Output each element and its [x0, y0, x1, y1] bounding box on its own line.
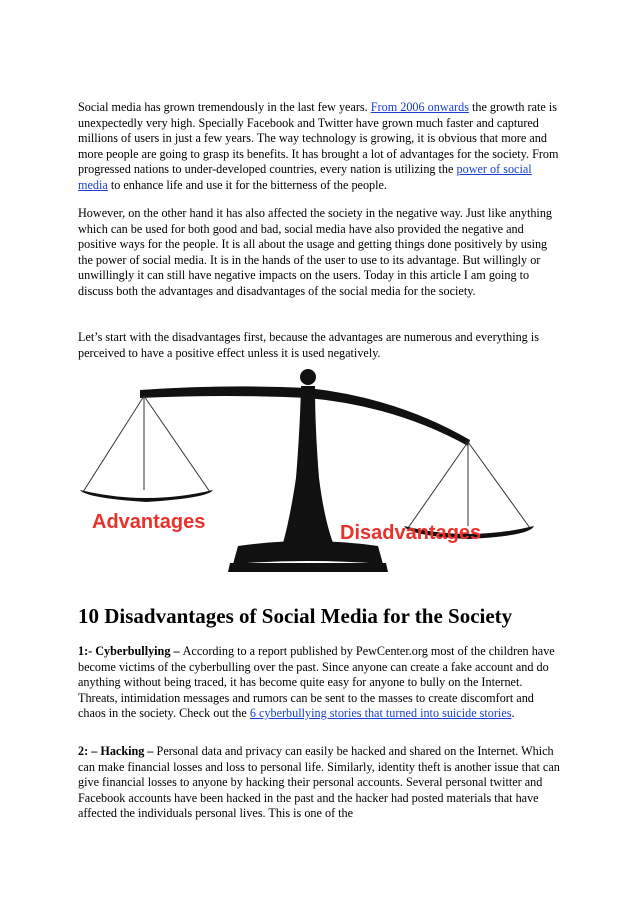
- balance-scale-illustration: [78, 368, 562, 580]
- cyberbullying-stories-link[interactable]: 6 cyberbullying stories that turned into suicide stories: [249, 706, 512, 720]
- disadvantage-item-cyberbullying: [78, 644, 562, 722]
- intro-paragraph: [78, 100, 562, 193]
- from-2006-onwards-link[interactable]: From 2006 onwards: [370, 100, 469, 114]
- disadvantages-intro-paragraph: Let’s start with the disadvantages first, because the advantages are numerous and everything is perceived to have a positive effect unless it is used negatively.: [78, 330, 539, 360]
- scale-base-foot: [228, 563, 388, 572]
- item-text: Personal data and privacy can easily be hacked and shared on the Internet. Which can make financial losses and loss to personal life. Similarly, identity theft is another issue that can give financial losses to anyone by hacking their personal accounts. Several personal twitter and Facebook accounts have been hacked in the past and the hacker had posted materials that have affected the individuals personal lives. This is one of the: [78, 744, 560, 820]
- right-string-1: [408, 442, 468, 528]
- left-string-1: [83, 396, 144, 492]
- disadvantages-label: Disadvantages: [340, 522, 482, 544]
- item-dash: –: [170, 644, 183, 658]
- negative-effects-paragraph: However, on the other hand it has also affected the society in the negative way. Just like anything which can be used for both good and bad, social media have also provided the negative and positive ways for the people. It is all about the usage and getting things done positively by using the power of social media. It is in the hands of the user to use to its advantage. But willingly or unwillingly it can still have negative impacts on the users. Today in this article I am going to discuss both the advantages and disadvantages of the social media for the society.: [78, 206, 553, 298]
- section-heading: 10 Disadvantages of Social Media for the Society: [78, 604, 513, 628]
- disadvantage-item-hacking: [78, 744, 562, 822]
- item-label: 1:- Cyberbullying: [78, 644, 171, 658]
- item-text: According to a report published by PewCenter.org most of the children have become victims of the cyberbulling over the past. Since anyone can create a fake account and do anything without being traced, it has become quite easy for anyone to bully on the Internet. Threats, intimidation messages and rumors can be sent to the masses to create discomfort and chaos in the society. Check out the: [78, 644, 555, 720]
- item-dash: –: [144, 744, 157, 758]
- left-string-2: [144, 396, 210, 492]
- left-pan: [80, 490, 213, 502]
- intro-text-1: Social media has grown tremendously in the last few years.: [78, 100, 371, 114]
- scale-base-top: [233, 541, 383, 564]
- power-of-social-media-link[interactable]: power of social media: [78, 162, 532, 192]
- intro-text-2: the growth rate is unexpectedly very high. Specially Facebook and Twitter have grown much faster and captured millions of users in just a few years. The way technology is growing, it is obvious that more and more people are going to grasp its benefits. It has brought a lot of advantages for the society. From progressed nations to under-developed countries, every nation is utilizing the: [78, 100, 559, 176]
- item-label: 2: – Hacking: [78, 744, 145, 758]
- item-text-end: .: [511, 706, 515, 720]
- balance-scale-figure: [78, 368, 562, 580]
- right-string-2: [468, 442, 530, 528]
- scale-pillar: [283, 386, 333, 543]
- intro-text-3: to enhance life and use it for the bitterness of the people.: [107, 177, 387, 192]
- pillar-knob: [300, 369, 316, 385]
- advantages-label: Advantages: [92, 511, 206, 533]
